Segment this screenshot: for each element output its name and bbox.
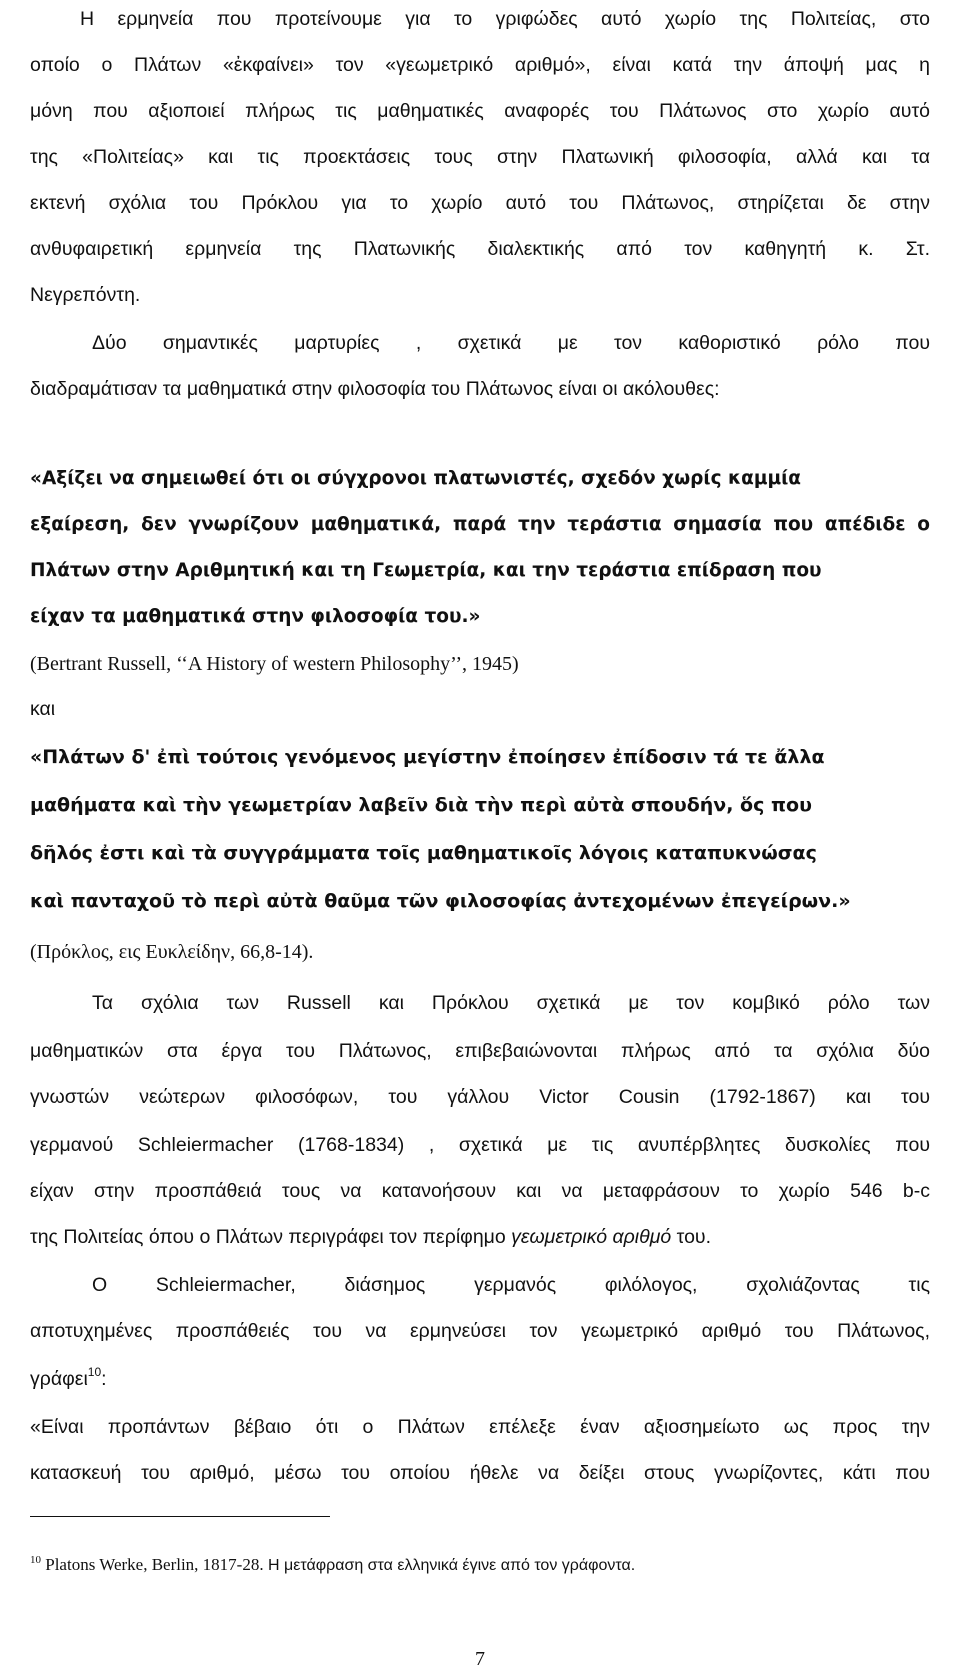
paragraph-3-last-line: [30, 1228, 930, 1248]
russell-citation: (Bertrant Russell, ‘‘A History of western Philosophy’’, 1945): [30, 653, 519, 675]
russell-quote-line: Πλάτων στην Αριθμητική και τη Γεωμετρία, και την τεράστια επίδραση που: [30, 560, 822, 581]
footnote: [30, 1555, 635, 1575]
proclus-quote-line: «Πλάτων δ' ἐπὶ τούτοις γενόμενος μεγίστην ἐποίησεν ἐπίδοσιν τά τε ἄλλα: [30, 746, 825, 768]
russell-quote-line: «Αξίζει να σημειωθεί ότι οι σύγχρονοι πλατωνιστές, σχεδόν χωρίς καμμία: [30, 468, 802, 489]
page-number: 7: [475, 1648, 485, 1670]
schleiermacher-quote-line: «Είναι προπάντων βέβαιο ότι ο Πλάτων επέλεξε έναν αξιοσημείωτο ως προς την: [30, 1416, 930, 1438]
paragraph-3-line: γερμανού Schleiermacher (1768-1834) , σχετικά με τις ανυπέρβλητες δυσκολίες που: [30, 1134, 930, 1156]
russell-quote-line: είχαν τα μαθηματικά στην φιλοσοφία του.»: [30, 606, 481, 627]
footnote-reference[interactable]: 10: [87, 1365, 102, 1379]
paragraph-4-line: Ο Schleiermacher, διάσημος γερμανός φιλόλογος, σχολιάζοντας τις: [92, 1274, 930, 1296]
proclus-citation: (Πρόκλος, εις Ευκλείδην, 66,8-14).: [30, 941, 314, 963]
paragraph-1-line: ανθυφαιρετική ερμηνεία της Πλατωνικής διαλεκτικής από τον καθηγητή κ. Στ.: [30, 238, 930, 260]
russell-quote-line: εξαίρεση, δεν γνωρίζουν μαθηματικά, παρά την τεράστια σημασία που απέδιδε ο: [30, 514, 930, 535]
proclus-quote-line: καὶ πανταχοῦ τὸ περὶ αὐτὰ θαῦμα τῶν φιλοσοφίας ἀντεχομένων ἐπεγείρων.»: [30, 890, 851, 912]
paragraph-3-text: της Πολιτείας όπου ο Πλάτων περιγράφει τον περίφημο: [30, 1226, 512, 1248]
paragraph-1-line: της «Πολιτείας» και τις προεκτάσεις τους στην Πλατωνική φιλοσοφία, αλλά και τα: [30, 146, 930, 168]
paragraph-4-text: :: [101, 1368, 107, 1390]
connector-word: και: [30, 698, 56, 720]
footnote-text: Platons Werke, Berlin, 1817-28.: [41, 1555, 264, 1574]
paragraph-4-last-line: [30, 1365, 930, 1390]
footnote-separator: [30, 1516, 330, 1517]
paragraph-2-line: Δύο σημαντικές μαρτυρίες , σχετικά με τον καθοριστικό ρόλο που: [92, 332, 930, 354]
proclus-quote-line: μαθήματα καὶ τὴν γεωμετρίαν λαβεῖν διὰ τὴν περὶ αὐτὰ σπουδήν, ὅς που: [30, 794, 812, 816]
paragraph-1-line: Η ερμηνεία που προτείνουμε για το γριφώδες αυτό χωρίο της Πολιτείας, στο: [80, 8, 930, 30]
italic-term: γεωμετρικό αριθμό: [511, 1226, 672, 1248]
paragraph-4-text: γράφει: [30, 1368, 88, 1390]
schleiermacher-quote-line: κατασκευή του αριθμό, μέσω του οποίου ήθελε να δείξει στους γνωρίζοντες, κάτι που: [30, 1462, 930, 1484]
footnote-number: 10: [30, 1554, 41, 1566]
paragraph-3-text: του.: [671, 1226, 712, 1248]
paragraph-1-line: Νεγρεπόντη.: [30, 284, 141, 306]
paragraph-1-line: εκτενή σχόλια του Πρόκλου για το χωρίο αυτό του Πλάτωνος, στηρίζεται δε στην: [30, 192, 930, 214]
paragraph-3-line: γνωστών νεώτερων φιλοσόφων, του γάλλου Victor Cousin (1792-1867) και του: [30, 1086, 930, 1108]
proclus-quote-line: δῆλός ἐστι καὶ τὰ συγγράμματα τοῖς μαθηματικοῖς λόγοις καταπυκνώσας: [30, 842, 817, 864]
paragraph-3-line: είχαν στην προσπάθειά τους να κατανοήσουν και να μεταφράσουν το χωρίο 546 b-c: [30, 1180, 930, 1202]
paragraph-1-line: μόνη που αξιοποιεί πλήρως τις μαθηματικές αναφορές του Πλάτωνος στο χωρίο αυτό: [30, 100, 930, 122]
footnote-text: Η μετάφραση στα ελληνικά έγινε από τον γράφοντα.: [263, 1557, 636, 1574]
paragraph-2-line: διαδραμάτισαν τα μαθηματικά στην φιλοσοφία του Πλάτωνος είναι οι ακόλουθες:: [30, 378, 720, 400]
paragraph-1-line: οποίο ο Πλάτων «ἐκφαίνει» τον «γεωμετρικό αριθμό», είναι κατά την άποψή μας η: [30, 54, 930, 76]
paragraph-3-line: μαθηματικών στα έργα του Πλάτωνος, επιβεβαιώνονται πλήρως από τα σχόλια δύο: [30, 1040, 930, 1062]
paragraph-4-line: αποτυχημένες προσπάθειές του να ερμηνεύσει τον γεωμετρικό αριθμό του Πλάτωνος,: [30, 1320, 930, 1342]
paragraph-3-line: Τα σχόλια των Russell και Πρόκλου σχετικά με τον κομβικό ρόλο των: [92, 992, 930, 1014]
